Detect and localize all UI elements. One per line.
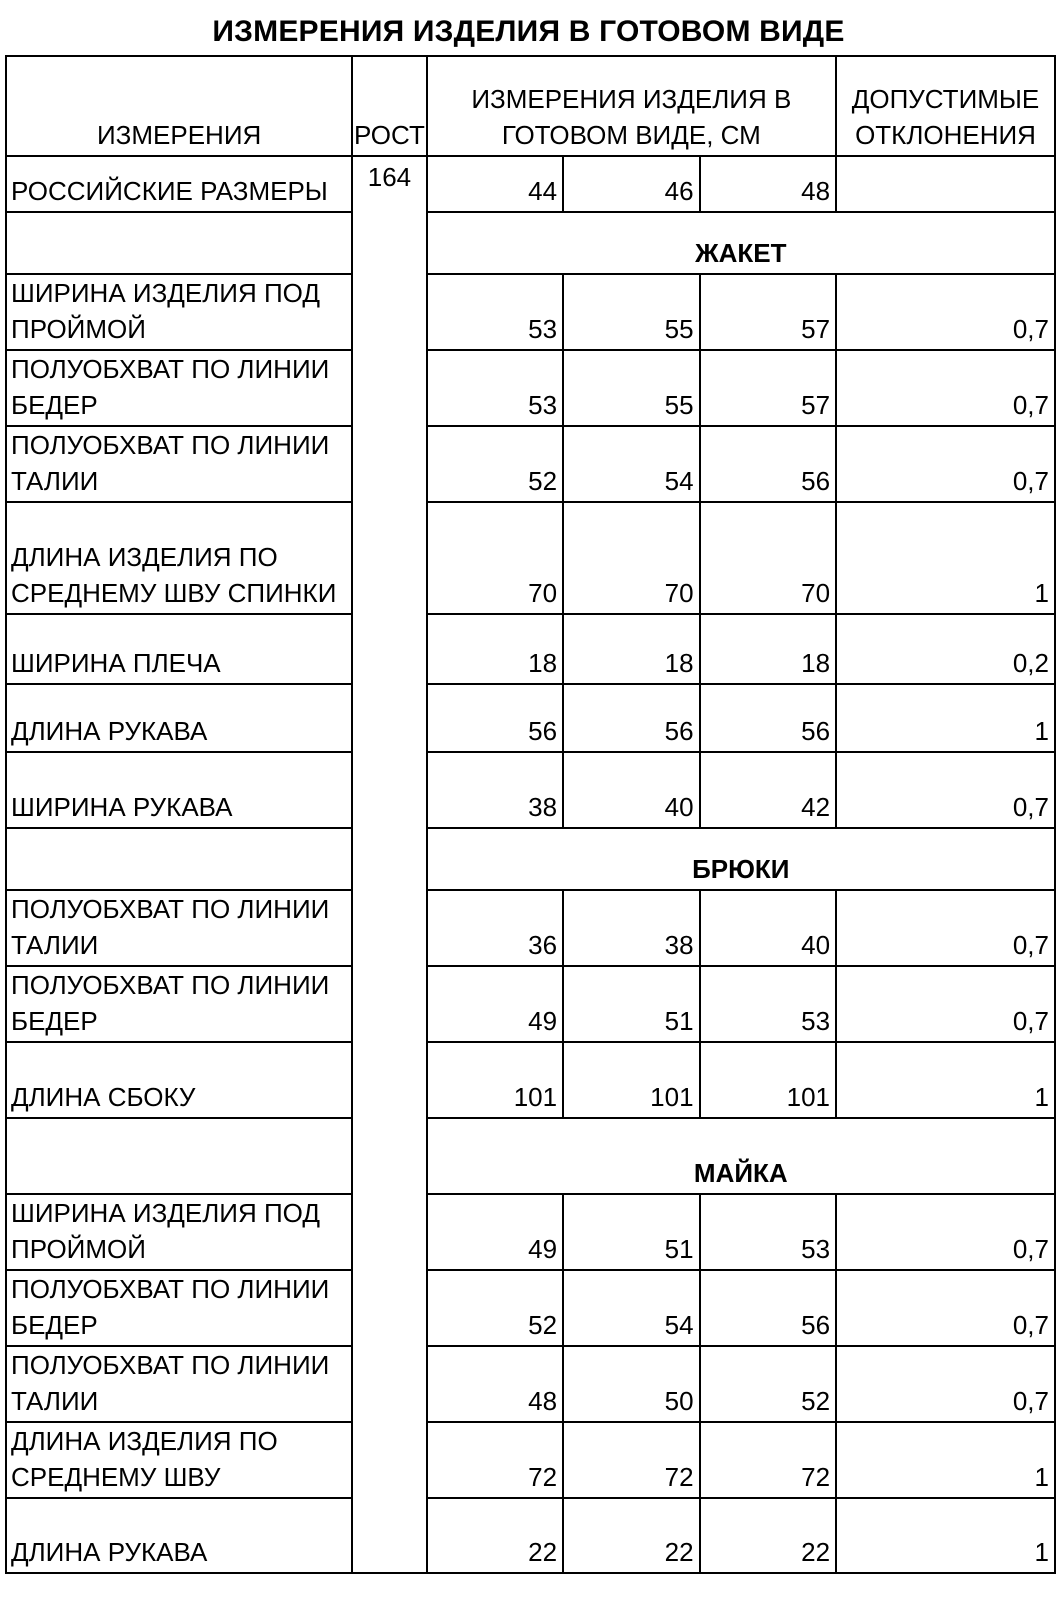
section-header-row — [6, 212, 1055, 274]
measurement-row — [6, 1270, 1055, 1346]
measurement-row — [6, 426, 1055, 502]
section-empty-cell — [6, 1118, 352, 1194]
tolerance-value: 1 — [836, 1498, 1055, 1573]
measurement-value: 70 — [427, 502, 563, 614]
measurement-label: ДЛИНА РУКАВА — [6, 684, 352, 752]
measurement-value: 18 — [427, 614, 563, 684]
measurement-value: 22 — [563, 1498, 699, 1573]
section-header-row — [6, 828, 1055, 890]
measurement-value: 22 — [700, 1498, 836, 1573]
measurement-value: 53 — [700, 1194, 836, 1270]
measurement-label: ДЛИНА ИЗДЕЛИЯ ПО СРЕДНЕМУ ШВУ — [6, 1422, 352, 1498]
header-finished-measurements: ИЗМЕРЕНИЯ ИЗДЕЛИЯ В ГОТОВОМ ВИДЕ, СМ — [427, 56, 836, 156]
measurement-row — [6, 1422, 1055, 1498]
measurement-label: ПОЛУОБХВАТ ПО ЛИНИИ БЕДЕР — [6, 350, 352, 426]
measurement-row — [6, 966, 1055, 1042]
measurement-row — [6, 1346, 1055, 1422]
measurement-label: ШИРИНА РУКАВА — [6, 752, 352, 828]
measurement-value: 18 — [700, 614, 836, 684]
measurement-value: 52 — [700, 1346, 836, 1422]
measurement-label: ДЛИНА РУКАВА — [6, 1498, 352, 1573]
tolerance-value: 0,7 — [836, 1270, 1055, 1346]
measurement-value: 36 — [427, 890, 563, 966]
measurement-value: 55 — [563, 350, 699, 426]
height-value: 164 — [352, 156, 426, 1573]
section-title: ЖАКЕТ — [427, 212, 1055, 274]
measurement-value: 53 — [427, 350, 563, 426]
tolerance-value: 0,7 — [836, 1194, 1055, 1270]
measurement-value: 49 — [427, 966, 563, 1042]
measurement-value: 54 — [563, 426, 699, 502]
tolerance-value: 0,7 — [836, 1346, 1055, 1422]
measurement-value: 56 — [427, 684, 563, 752]
measurement-label: ДЛИНА ИЗДЕЛИЯ ПО СРЕДНЕМУ ШВУ СПИНКИ — [6, 502, 352, 614]
measurement-value: 50 — [563, 1346, 699, 1422]
tolerance-value: 1 — [836, 502, 1055, 614]
measurement-value: 51 — [563, 1194, 699, 1270]
tolerance-value: 0,2 — [836, 614, 1055, 684]
measurement-value: 70 — [563, 502, 699, 614]
measurement-label: ПОЛУОБХВАТ ПО ЛИНИИ ТАЛИИ — [6, 1346, 352, 1422]
measurement-value: 53 — [427, 274, 563, 350]
tolerance-value: 1 — [836, 1042, 1055, 1118]
measurement-row — [6, 890, 1055, 966]
tolerance-value: 0,7 — [836, 752, 1055, 828]
size-cell: 48 — [700, 156, 836, 212]
measurement-row — [6, 274, 1055, 350]
section-header-row — [6, 1118, 1055, 1194]
tolerance-value: 0,7 — [836, 350, 1055, 426]
measurement-value: 40 — [563, 752, 699, 828]
measurement-row — [6, 1194, 1055, 1270]
measurement-value: 18 — [563, 614, 699, 684]
measurement-row — [6, 684, 1055, 752]
measurement-value: 56 — [700, 426, 836, 502]
measurement-value: 42 — [700, 752, 836, 828]
measurement-value: 56 — [700, 684, 836, 752]
measurement-value: 54 — [563, 1270, 699, 1346]
size-cell: 46 — [563, 156, 699, 212]
tolerance-value: 0,7 — [836, 966, 1055, 1042]
measurement-row — [6, 502, 1055, 614]
measurement-row — [6, 1498, 1055, 1573]
measurement-label: ШИРИНА ИЗДЕЛИЯ ПОД ПРОЙМОЙ — [6, 1194, 352, 1270]
measurement-value: 56 — [700, 1270, 836, 1346]
tolerance-value: 0,7 — [836, 274, 1055, 350]
tolerance-value: 1 — [836, 1422, 1055, 1498]
tolerance-value: 1 — [836, 684, 1055, 752]
measurement-row — [6, 752, 1055, 828]
section-empty-cell — [6, 212, 352, 274]
measurement-value: 53 — [700, 966, 836, 1042]
header-height: РОСТ — [352, 56, 426, 156]
size-cell: 44 — [427, 156, 563, 212]
measurement-row — [6, 614, 1055, 684]
measurement-value: 72 — [700, 1422, 836, 1498]
measurement-value: 72 — [427, 1422, 563, 1498]
sizes-label: РОССИЙСКИЕ РАЗМЕРЫ — [6, 156, 352, 212]
measurement-label: ШИРИНА ПЛЕЧА — [6, 614, 352, 684]
measurement-value: 56 — [563, 684, 699, 752]
measurement-value: 48 — [427, 1346, 563, 1422]
measurement-label: ДЛИНА СБОКУ — [6, 1042, 352, 1118]
measurement-label: ПОЛУОБХВАТ ПО ЛИНИИ БЕДЕР — [6, 966, 352, 1042]
section-title: МАЙКА — [427, 1118, 1055, 1194]
measurement-value: 72 — [563, 1422, 699, 1498]
measurement-value: 55 — [563, 274, 699, 350]
measurement-label: ПОЛУОБХВАТ ПО ЛИНИИ ТАЛИИ — [6, 426, 352, 502]
measurement-value: 101 — [427, 1042, 563, 1118]
measurement-value: 49 — [427, 1194, 563, 1270]
measurement-value: 22 — [427, 1498, 563, 1573]
measurement-value: 51 — [563, 966, 699, 1042]
header-row — [6, 56, 1055, 156]
measurement-value: 38 — [427, 752, 563, 828]
measurement-value: 40 — [700, 890, 836, 966]
section-empty-cell — [6, 828, 352, 890]
tolerance-value: 0,7 — [836, 426, 1055, 502]
measurement-label: ШИРИНА ИЗДЕЛИЯ ПОД ПРОЙМОЙ — [6, 274, 352, 350]
measurement-value: 57 — [700, 274, 836, 350]
measurement-label: ПОЛУОБХВАТ ПО ЛИНИИ ТАЛИИ — [6, 890, 352, 966]
page-title: ИЗМЕРЕНИЯ ИЗДЕЛИЯ В ГОТОВОМ ВИДЕ — [212, 15, 845, 48]
sizes-row — [6, 156, 1055, 212]
measurement-row — [6, 350, 1055, 426]
measurement-row — [6, 1042, 1055, 1118]
measurements-table — [5, 55, 1056, 1574]
measurement-value: 52 — [427, 426, 563, 502]
measurement-value: 70 — [700, 502, 836, 614]
measurement-value: 52 — [427, 1270, 563, 1346]
tolerance-value: 0,7 — [836, 890, 1055, 966]
measurement-value: 101 — [563, 1042, 699, 1118]
measurement-label: ПОЛУОБХВАТ ПО ЛИНИИ БЕДЕР — [6, 1270, 352, 1346]
header-measurement: ИЗМЕРЕНИЯ — [6, 56, 352, 156]
measurement-value: 57 — [700, 350, 836, 426]
tolerance-empty — [836, 156, 1055, 212]
header-tolerance: ДОПУСТИМЫЕ ОТКЛОНЕНИЯ — [836, 56, 1055, 156]
measurement-value: 38 — [563, 890, 699, 966]
measurement-value: 101 — [700, 1042, 836, 1118]
section-title: БРЮКИ — [427, 828, 1055, 890]
